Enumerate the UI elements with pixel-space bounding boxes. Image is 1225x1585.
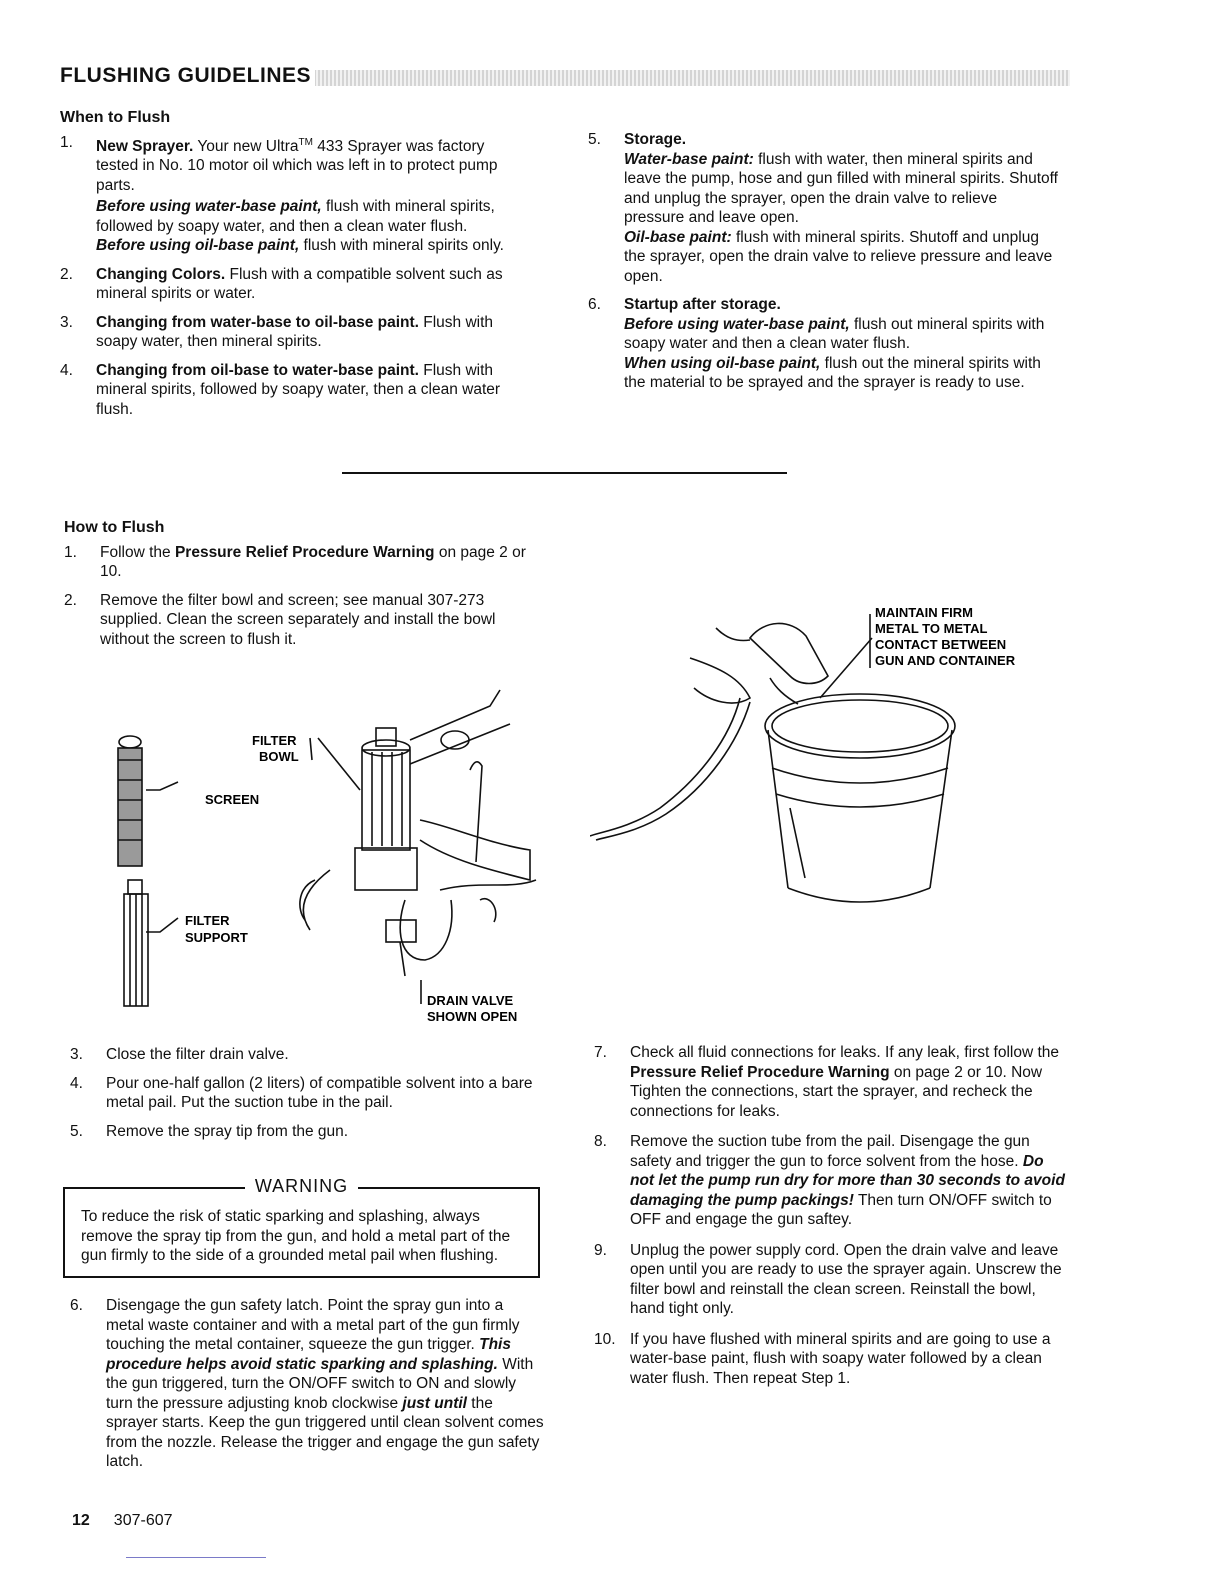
list-item: 5. Remove the spray tip from the gun.: [70, 1122, 349, 1140]
list-item: 3. Changing from water-base to oil-base paint. Flush with soapy water, then mineral spirits.: [60, 313, 494, 351]
list-item: 6. Disengage the gun safety latch. Point the spray gun into a metal waste container and with a metal part of the gun firmly touching the metal container, squeeze the gun trigger. This procedure helps avoid static sparking and splashing. With the gun triggered, turn the ON/OFF switch to ON and slowly turn the pressure adjusting knob clockwise just until the sprayer starts. Keep the gun triggered until clean solvent comes from the nozzle. Release the trigger and engage the gun safety latch.: [70, 1297, 544, 1470]
list-item: 6. Startup after storage. Before using water-base paint, flush out mineral spirits with soapy water and then a clean water flush. When using oil-base paint, flush out the mineral spirits with the material to be sprayed and the sprayer is ready to use.: [588, 296, 1045, 391]
how-to-flush-steps-3-5: [70, 1045, 540, 1150]
how-heading: How to Flush: [64, 519, 165, 536]
list-item: 1. New Sprayer. Your new Ultra™ 433 Sprayer was factory tested in No. 10 motor oil which was left in to protect pump parts. Before using water-base paint, flush with mineral spirits, followed by soapy water, and then a clean water flush. Before using oil-base paint, flush with mineral spirits only.: [60, 133, 504, 255]
label-maintain-2: METAL TO METAL: [875, 621, 988, 636]
section-divider: [342, 472, 787, 474]
list-item: 2. Changing Colors. Flush with a compatible solvent such as mineral spirits or water.: [60, 265, 503, 303]
page-footer: [72, 1512, 173, 1530]
warning-title: WARNING: [245, 1176, 358, 1196]
list-item: 3. Close the filter drain valve.: [70, 1046, 289, 1063]
when-to-flush-left: [60, 108, 530, 428]
how-to-flush-intro: [64, 518, 536, 658]
list-item: 4. Pour one-half gallon (2 liters) of compatible solvent into a bare metal pail. Put the suction tube in the pail.: [70, 1074, 533, 1111]
list-item: 8. Remove the suction tube from the pail. Disengage the gun safety and trigger the gun to force solvent from the hose. Do not let the pump run dry for more than 30 seconds to avoid damaging the pump packings! Then turn ON/OFF switch to OFF and engage the gun saftey.: [594, 1133, 1065, 1228]
page-title: FLUSHING GUIDELINES: [60, 64, 315, 88]
label-drain-valve-2: SHOWN OPEN: [427, 1009, 518, 1024]
when-heading: When to Flush: [60, 109, 171, 126]
list-item: 7. Check all fluid connections for leaks. If any leak, first follow the Pressure Relief Procedure Warning on page 2 or 10. Now Tighten the connections, start the sprayer, and recheck the connections for leaks.: [594, 1044, 1060, 1120]
list-item: 4. Changing from oil-base to water-base paint. Flush with mineral spirits, followed by soapy water, then a clean water flush.: [60, 361, 501, 418]
list-item: 9. Unplug the power supply cord. Open the drain valve and leave open until you are ready to use the sprayer again. Unscrew the filter bowl and reinstall the clean screen. Reinstall the bowl, hand tight only.: [594, 1241, 1062, 1317]
page-number: 12: [72, 1512, 90, 1529]
filter-diagram: [100, 680, 550, 1030]
list-item: 1. Follow the Pressure Relief Procedure Warning on page 2 or 10.: [64, 543, 526, 580]
how-to-flush-step-6: [70, 1296, 544, 1481]
label-maintain-4: GUN AND CONTAINER: [875, 653, 1016, 668]
list-item: 10. If you have flushed with mineral spirits and are going to use a water-base paint, flush with soapy water followed by a clean water flush. Then repeat Step 1.: [594, 1330, 1051, 1387]
footer-rule: [126, 1557, 266, 1558]
label-screen: SCREEN: [205, 792, 260, 807]
section-header: [60, 62, 1070, 92]
label-maintain-3: CONTACT BETWEEN: [875, 637, 1007, 652]
label-drain-valve-1: DRAIN VALVE: [427, 993, 514, 1008]
warning-text: To reduce the risk of static sparking and splashing, always remove the spray tip from the gun, and hold a metal part of the gun firmly to the side of a grounded metal pail when flushing.: [81, 1208, 511, 1264]
label-filter-bowl-2: BOWL: [259, 749, 299, 764]
how-to-flush-steps-7-10: [594, 1043, 1068, 1397]
warning-box: [63, 1176, 540, 1278]
list-item: 2. Remove the filter bowl and screen; see manual 307-273 supplied. Clean the screen separately and install the bowl without the screen to flush it.: [64, 591, 496, 648]
header-rule: [310, 70, 1070, 86]
label-filter-support-2: SUPPORT: [185, 930, 248, 945]
label-filter-bowl-1: FILTER: [252, 733, 297, 748]
document-number: 307-607: [113, 1512, 173, 1529]
label-filter-support-1: FILTER: [185, 913, 230, 928]
list-item: 5. Storage. Water-base paint: flush with water, then mineral spirits and leave the pump, hose and gun filled with mineral spirits. Shutoff and unplug the sprayer, open the drain valve to relieve pressure and leave open. Oil-base paint: flush with mineral spirits. Shutoff and unplug the sprayer, open the drain valve to relieve pressure and leave open.: [588, 131, 1058, 285]
label-maintain-1: MAINTAIN FIRM: [875, 605, 973, 620]
when-to-flush-right: [588, 130, 1058, 402]
gun-pail-diagram: [590, 598, 1060, 918]
